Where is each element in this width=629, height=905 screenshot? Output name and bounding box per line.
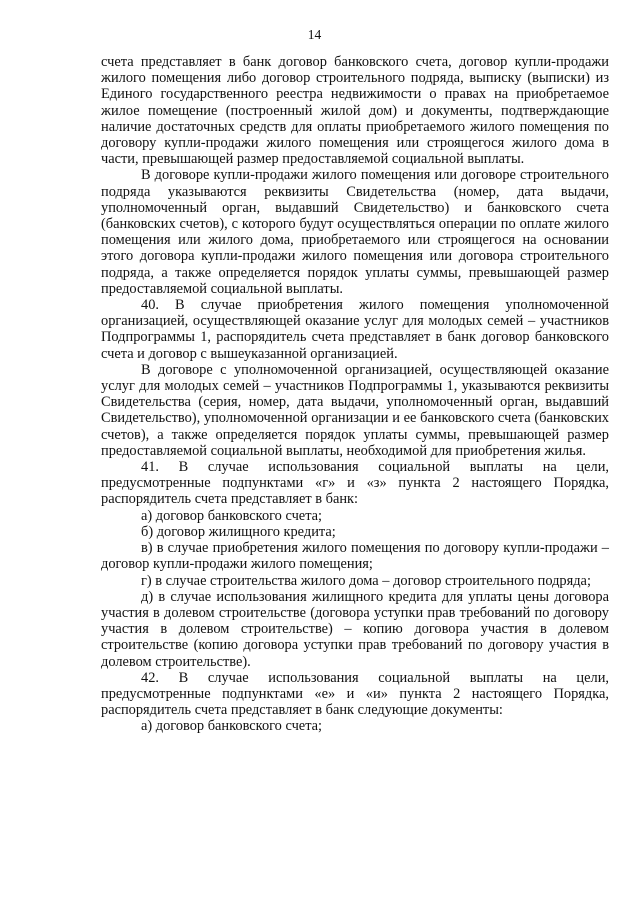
paragraph-authorized-org-contract: В договоре с уполномоченной организацией, осуществляющей оказание услуг для молодых семей – участников Подпрограммы 1, указываются реквизиты Свидетельства (серия, номер, дата выдачи, уполномоченный орган, выдавший Свидетельство), уполномоченной организации и ее банковского счета (банковских счетов), а также определяется порядок уплаты суммы, превышающей размер предоставляемой социальной выплаты, необходимой для приобретения жилья. [101,361,609,459]
list-item-41-a: а) договор банковского счета; [141,507,323,524]
page-number: 14 [307,27,322,42]
list-item-41-b: б) договор жилищного кредита; [141,523,336,540]
list-item-41-d: д) в случае использования жилищного кредита для уплаты цены договора участия в долевом строительстве (договора уступки прав требований по договору участия в долевом строительстве) – копию договора участия в долевом строительстве (копию договора уступки прав требований по договору участия в долевом строительстве). [101,588,609,670]
paragraph-clause-40: 40. В случае приобретения жилого помещения уполномоченной организацией, осуществляющей оказание услуг для молодых семей – участников Подпрограммы 1, распорядитель счета представляет в банк договор банковского счета и договор с вышеуказанной организацией. [101,297,609,362]
paragraph-continuation: счета представляет в банк договор банковского счета, договор купли-продажи жилого помещения либо договор строительного подряда, выписку (выписки) из Единого государственного реестра недвижимости о правах на приобретаемое жилое помещение (построенный жилой дом) и документы, подтверждающие наличие достаточных средств для оплаты приобретаемого жилого помещения по договору купли-продажи жилого помещения или строящегося жилого дома в части, превышающей размер предоставляемой социальной выплаты. [101,54,609,168]
list-item-42-a: а) договор банковского счета; [141,718,323,735]
list-item-41-g: г) в случае строительства жилого дома – договор строительного подряда; [141,572,591,589]
document-body [101,54,609,735]
paragraph-clause-42: 42. В случае использования социальной выплаты на цели, предусмотренные подпунктами «е» и «и» пункта 2 настоящего Порядка, распорядитель счета представляет в банк следующие документы: [101,669,609,719]
list-item-41-v: в) в случае приобретения жилого помещения по договору купли-продажи – договор купли-продажи жилого помещения; [101,540,609,573]
paragraph-clause-41: 41. В случае использования социальной выплаты на цели, предусмотренные подпунктами «г» и «з» пункта 2 настоящего Порядка, распорядитель счета представляет в банк: [101,459,609,508]
paragraph-contract-requisites: В договоре купли-продажи жилого помещения или договоре строительного подряда указываются реквизиты Свидетельства (номер, дата выдачи, уполномоченный орган, выдавший Свидетельство) и банковского счета (банковских счетов), с которого будут осуществляться операции по оплате жилого помещения или жилого дома, приобретаемого или строящегося на основании этого договора купли-продажи жилого помещения или договора строительного подряда, а также определяется порядок уплаты суммы, превышающей размер предоставляемой социальной выплаты. [101,167,609,297]
